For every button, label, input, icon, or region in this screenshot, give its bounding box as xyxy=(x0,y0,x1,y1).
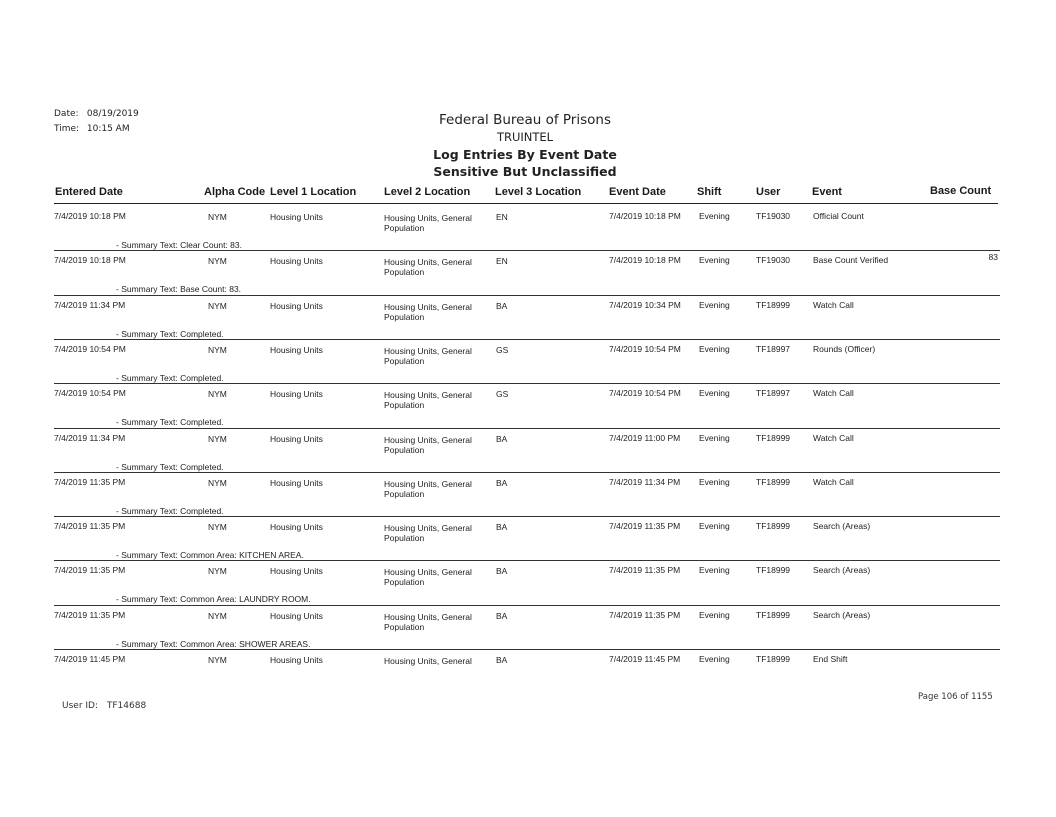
level2-cell: Housing Units, General Population xyxy=(384,567,472,588)
table-row xyxy=(54,605,1000,649)
user-cell: TF18997 xyxy=(756,343,791,354)
row-separator xyxy=(54,472,1000,473)
table-row xyxy=(54,472,1000,516)
shift-cell: Evening xyxy=(699,388,730,399)
event-cell: Search (Areas) xyxy=(813,565,871,576)
col-level3: Level 3 Location xyxy=(495,186,582,198)
summary-text: - Summary Text: Completed. xyxy=(116,328,224,339)
level1-cell: Housing Units xyxy=(270,477,323,488)
event-date-cell: 7/4/2019 11:35 PM xyxy=(609,565,681,576)
col-shift: Shift xyxy=(697,186,722,198)
alpha-code-cell: NYM xyxy=(208,566,227,577)
shift-cell: Evening xyxy=(699,521,730,532)
level1-cell: Housing Units xyxy=(270,566,323,577)
user-cell: TF19030 xyxy=(756,211,791,221)
report-title-block xyxy=(330,112,720,180)
level1-cell: Housing Units xyxy=(270,256,323,267)
shift-cell: Evening xyxy=(699,255,730,266)
level3-cell: BA xyxy=(496,610,508,621)
row-separator xyxy=(54,560,1000,561)
row-separator xyxy=(54,383,1000,384)
event-date-cell: 7/4/2019 11:00 PM xyxy=(609,432,681,443)
entered-date-cell: 7/4/2019 10:18 PM xyxy=(54,255,126,266)
level3-cell: GS xyxy=(496,389,509,400)
report-time xyxy=(54,124,130,134)
table-row xyxy=(54,295,1000,339)
report-name: Log Entries By Event Date xyxy=(433,147,617,162)
level3-cell: BA xyxy=(496,477,508,488)
col-entered-date: Entered Date xyxy=(55,186,123,198)
level2-cell: Housing Units, General Population xyxy=(384,611,472,632)
summary-text: - Summary Text: Completed. xyxy=(116,417,224,428)
level3-cell: BA xyxy=(496,522,508,533)
summary-text: - Summary Text: Base Count: 83. xyxy=(116,284,242,295)
table-row xyxy=(54,516,1000,560)
event-cell: Rounds (Officer) xyxy=(813,343,876,354)
level2-cell: Housing Units, General Population xyxy=(384,257,472,278)
page-number: Page 106 of 1155 xyxy=(918,692,993,702)
col-base-count: Base Count xyxy=(930,185,992,197)
row-separator xyxy=(54,428,1000,429)
level3-cell: BA xyxy=(496,300,508,311)
table-row xyxy=(54,428,1000,472)
level2-cell: Housing Units, General Population xyxy=(384,390,472,411)
event-cell: Official Count xyxy=(813,211,864,221)
date-value: 08/19/2019 xyxy=(86,109,139,119)
user-cell: TF18997 xyxy=(756,388,791,399)
time-label: Time: xyxy=(54,124,80,134)
level1-cell: Housing Units xyxy=(270,655,323,665)
row-separator xyxy=(54,339,1000,340)
user-cell: TF18999 xyxy=(756,609,791,620)
event-cell: Watch Call xyxy=(813,432,854,443)
row-separator xyxy=(54,250,1000,251)
col-level1: Level 1 Location xyxy=(270,186,357,198)
alpha-code-cell: NYM xyxy=(208,522,227,533)
shift-cell: Evening xyxy=(699,609,730,620)
agency-title: Federal Bureau of Prisons xyxy=(439,112,611,128)
table-row xyxy=(54,649,1000,693)
header-rule xyxy=(54,203,998,204)
event-date-cell: 7/4/2019 10:54 PM xyxy=(609,343,681,354)
entered-date-cell: 7/4/2019 10:54 PM xyxy=(54,343,126,354)
time-value: 10:15 AM xyxy=(86,124,130,134)
alpha-code-cell: NYM xyxy=(208,256,227,267)
alpha-code-cell: NYM xyxy=(208,300,227,311)
level2-cell: Housing Units, General Population xyxy=(384,523,472,544)
level2-cell: Housing Units, General Population xyxy=(384,301,472,322)
summary-text: - Summary Text: Completed. xyxy=(116,505,224,516)
event-date-cell: 7/4/2019 11:45 PM xyxy=(609,654,681,664)
event-date-cell: 7/4/2019 10:18 PM xyxy=(609,255,681,266)
user-cell: TF18999 xyxy=(756,432,791,443)
alpha-code-cell: NYM xyxy=(208,212,227,222)
event-cell: Watch Call xyxy=(813,388,854,399)
user-cell: TF18999 xyxy=(756,476,791,487)
level2-cell: Housing Units, General Population xyxy=(384,345,472,366)
event-date-cell: 7/4/2019 11:34 PM xyxy=(609,476,681,487)
level1-cell: Housing Units xyxy=(270,522,323,533)
entered-date-cell: 7/4/2019 10:54 PM xyxy=(54,388,126,399)
col-user: User xyxy=(756,186,781,198)
event-date-cell: 7/4/2019 10:54 PM xyxy=(609,388,681,399)
alpha-code-cell: NYM xyxy=(208,433,227,444)
event-date-cell: 7/4/2019 11:35 PM xyxy=(609,609,681,620)
col-event: Event xyxy=(812,186,842,198)
summary-text: - Summary Text: Clear Count: 83. xyxy=(116,240,242,250)
user-cell: TF19030 xyxy=(756,255,791,266)
entered-date-cell: 7/4/2019 11:34 PM xyxy=(54,299,126,310)
user-id-value: TF14688 xyxy=(106,701,147,711)
level3-cell: BA xyxy=(496,655,508,665)
level1-cell: Housing Units xyxy=(270,389,323,400)
entered-date-cell: 7/4/2019 11:35 PM xyxy=(54,609,126,620)
shift-cell: Evening xyxy=(699,565,730,576)
level3-cell: GS xyxy=(496,344,509,355)
shift-cell: Evening xyxy=(699,476,730,487)
row-separator xyxy=(54,605,1000,606)
summary-text: - Summary Text: Completed. xyxy=(116,372,224,383)
base-count-cell: 83 xyxy=(988,252,998,263)
shift-cell: Evening xyxy=(699,211,730,221)
table-row xyxy=(54,250,1000,294)
table-row xyxy=(54,560,1000,604)
col-event-date: Event Date xyxy=(609,186,666,198)
level3-cell: BA xyxy=(496,566,508,577)
event-cell: End Shift xyxy=(813,654,848,664)
entered-date-cell: 7/4/2019 11:45 PM xyxy=(54,654,126,664)
shift-cell: Evening xyxy=(699,299,730,310)
alpha-code-cell: NYM xyxy=(208,610,227,621)
shift-cell: Evening xyxy=(699,343,730,354)
level3-cell: BA xyxy=(496,433,508,444)
summary-text: - Summary Text: Completed. xyxy=(116,461,224,472)
event-date-cell: 7/4/2019 11:35 PM xyxy=(609,521,681,532)
entered-date-cell: 7/4/2019 11:35 PM xyxy=(54,476,126,487)
col-level2: Level 2 Location xyxy=(384,186,471,198)
col-alpha-code: Alpha Code xyxy=(204,186,266,198)
event-date-cell: 7/4/2019 10:34 PM xyxy=(609,299,681,310)
user-cell: TF18999 xyxy=(756,654,791,664)
alpha-code-cell: NYM xyxy=(208,655,227,665)
level1-cell: Housing Units xyxy=(270,433,323,444)
table-row xyxy=(54,206,1000,250)
event-cell: Watch Call xyxy=(813,299,854,310)
row-separator xyxy=(54,649,1000,650)
level3-cell: EN xyxy=(496,212,508,222)
user-cell: TF18999 xyxy=(756,565,791,576)
level1-cell: Housing Units xyxy=(270,300,323,311)
alpha-code-cell: NYM xyxy=(208,477,227,488)
level1-cell: Housing Units xyxy=(270,212,323,222)
level2-cell: Housing Units, General xyxy=(384,656,472,666)
event-date-cell: 7/4/2019 10:18 PM xyxy=(609,211,681,221)
level3-cell: EN xyxy=(496,256,508,267)
alpha-code-cell: NYM xyxy=(208,389,227,400)
date-label: Date: xyxy=(54,109,79,119)
level2-cell: Housing Units, General Population xyxy=(384,478,472,499)
table-row xyxy=(54,383,1000,427)
system-name: TRUINTEL xyxy=(496,130,554,144)
summary-text: - Summary Text: Common Area: KITCHEN AREA. xyxy=(116,550,304,561)
entered-date-cell: 7/4/2019 11:35 PM xyxy=(54,565,126,576)
event-cell: Base Count Verified xyxy=(813,255,889,266)
event-cell: Search (Areas) xyxy=(813,521,871,532)
user-id-label: User ID: xyxy=(62,701,98,711)
row-separator xyxy=(54,295,1000,296)
alpha-code-cell: NYM xyxy=(208,344,227,355)
user-cell: TF18999 xyxy=(756,521,791,532)
level2-cell: Housing Units, General Population xyxy=(384,213,472,233)
entered-date-cell: 7/4/2019 11:34 PM xyxy=(54,432,126,443)
shift-cell: Evening xyxy=(699,654,730,664)
entered-date-cell: 7/4/2019 11:35 PM xyxy=(54,521,126,532)
shift-cell: Evening xyxy=(699,432,730,443)
level1-cell: Housing Units xyxy=(270,344,323,355)
footer-user xyxy=(62,701,146,711)
report-date xyxy=(54,109,139,119)
summary-text: - Summary Text: Common Area: SHOWER AREAS. xyxy=(116,638,311,649)
level2-cell: Housing Units, General Population xyxy=(384,434,472,455)
event-cell: Search (Areas) xyxy=(813,609,871,620)
row-separator xyxy=(54,516,1000,517)
event-cell: Watch Call xyxy=(813,476,854,487)
classification: Sensitive But Unclassified xyxy=(433,164,617,179)
entered-date-cell: 7/4/2019 10:18 PM xyxy=(54,211,126,221)
table-row xyxy=(54,339,1000,383)
level1-cell: Housing Units xyxy=(270,610,323,621)
summary-text: - Summary Text: Common Area: LAUNDRY ROOM. xyxy=(116,594,311,605)
user-cell: TF18999 xyxy=(756,299,791,310)
